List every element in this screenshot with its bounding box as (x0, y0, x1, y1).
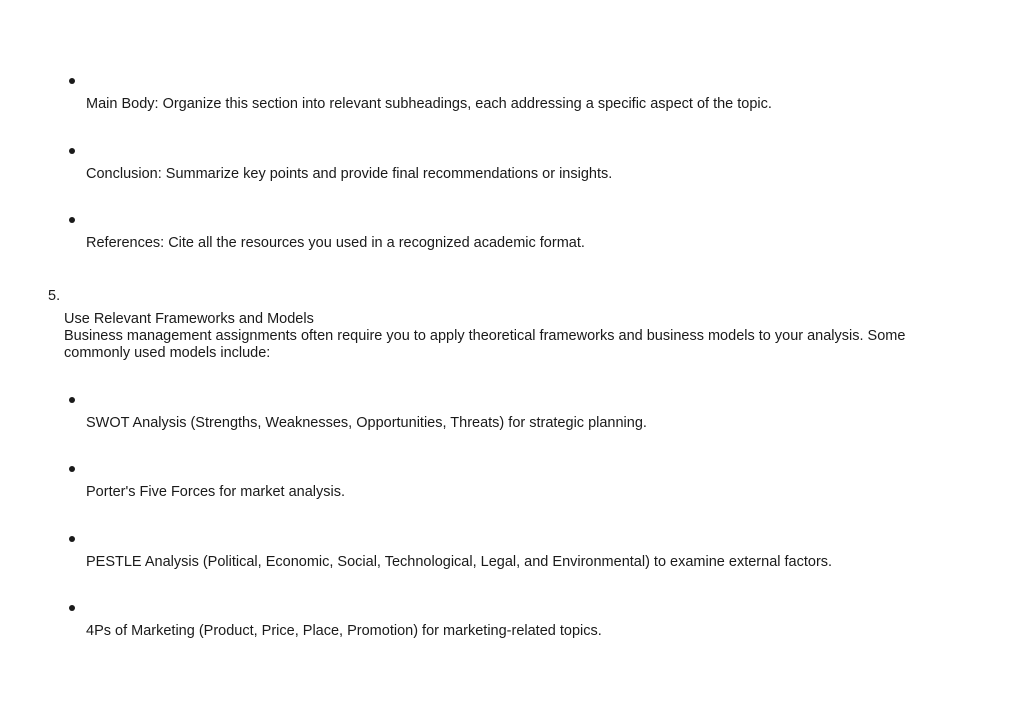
bullet-icon (69, 536, 75, 542)
section-heading: Use Relevant Frameworks and Models (64, 311, 314, 327)
list-number: 5. (48, 288, 61, 304)
list-item-text: PESTLE Analysis (Political, Economic, Social, Technological, Legal, and Environmental) to examine external factors. (86, 554, 833, 570)
list-item-text: Main Body: Organize this section into relevant subheadings, each addressing a specific aspect of the topic. (86, 96, 772, 112)
list-item-text: Conclusion: Summarize key points and provide final recommendations or insights. (86, 166, 613, 182)
list-item-text: SWOT Analysis (Strengths, Weaknesses, Opportunities, Threats) for strategic planning. (86, 415, 647, 431)
list-item-text: 4Ps of Marketing (Product, Price, Place, Promotion) for marketing-related topics. (86, 623, 602, 639)
list-item-text: Porter's Five Forces for market analysis. (86, 484, 346, 500)
bullet-icon (69, 148, 75, 154)
bullet-icon (69, 217, 75, 223)
section-paragraph: Business management assignments often require you to apply theoretical frameworks and business models to your analysis. Some commonly used models include: (64, 328, 906, 361)
list-item-text: References: Cite all the resources you used in a recognized academic format. (86, 235, 585, 251)
bullet-icon (69, 605, 75, 611)
bullet-icon (69, 397, 75, 403)
bullet-icon (69, 466, 75, 472)
bullet-icon (69, 78, 75, 84)
